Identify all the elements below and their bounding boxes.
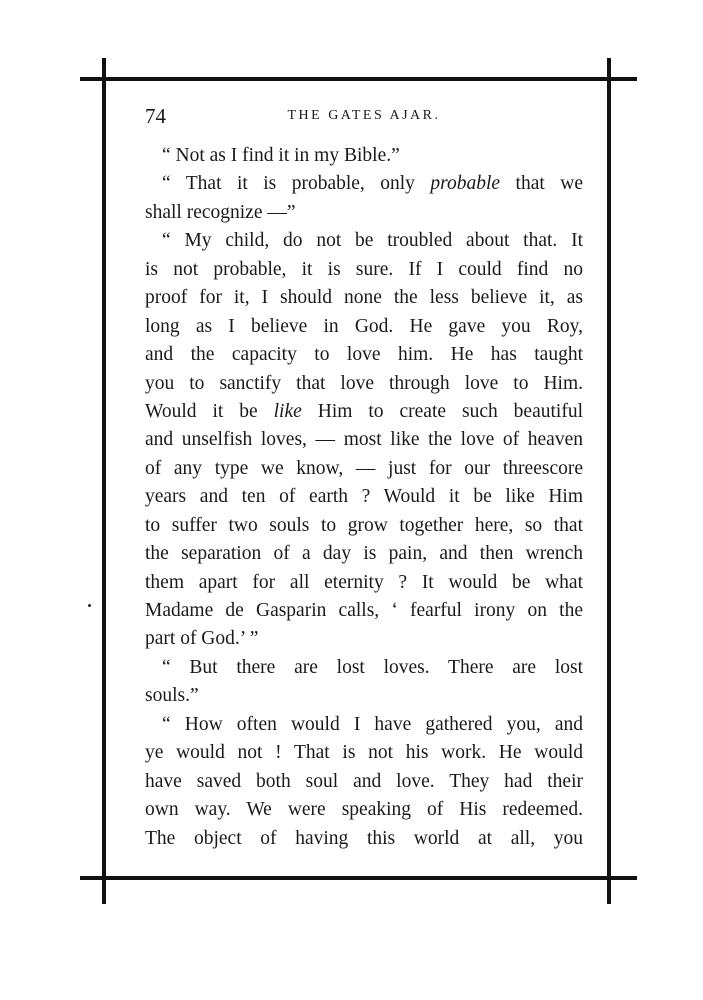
right-border-rule xyxy=(607,58,611,904)
running-title: THE GATES AJAR. xyxy=(287,108,441,123)
body-line: own way. We were speaking of His redeemed. xyxy=(145,799,583,821)
page-body-text xyxy=(145,142,583,853)
body-line: you to sanctify that love through love to Him. xyxy=(145,372,583,394)
body-line: them apart for all eternity ? It would be what xyxy=(145,571,583,593)
page-number: 74 xyxy=(145,104,166,128)
italic-emphasis: like xyxy=(273,400,302,422)
body-line: have saved both soul and love. They had their xyxy=(145,770,583,792)
body-line: and unselfish loves, — most like the love of heaven xyxy=(145,429,583,451)
body-line: part of God.’ ” xyxy=(145,628,259,650)
left-border-rule xyxy=(102,58,106,904)
body-line: of any type we know, — just for our threescore xyxy=(145,457,583,479)
body-line: Would it be like Him to create such beautiful xyxy=(145,400,583,422)
body-line: the separation of a day is pain, and then wrench xyxy=(145,543,583,565)
body-line: souls.” xyxy=(145,685,199,707)
body-line: and the capacity to love him. He has taught xyxy=(145,344,583,366)
bottom-border-rule xyxy=(80,876,637,880)
body-line: “ That it is probable, only probable that we xyxy=(162,173,583,195)
body-line: shall recognize —” xyxy=(145,201,296,223)
body-line: years and ten of earth ? Would it be like Him xyxy=(145,486,583,508)
top-border-rule xyxy=(80,77,637,81)
body-line: ye would not ! That is not his work. He would xyxy=(145,742,583,764)
body-line: “ My child, do not be troubled about that. It xyxy=(162,230,583,252)
body-line: long as I believe in God. He gave you Roy, xyxy=(145,315,583,337)
body-line: to suffer two souls to grow together here, so that xyxy=(145,514,583,536)
body-line: “ Not as I find it in my Bible.” xyxy=(162,145,400,166)
italic-emphasis: probable xyxy=(430,173,501,195)
body-line: The object of having this world at all, you xyxy=(145,827,583,849)
print-speck xyxy=(88,604,91,607)
body-line: is not probable, it is sure. If I could find no xyxy=(145,258,583,280)
body-line: “ But there are lost loves. There are lost xyxy=(162,656,583,678)
page-header xyxy=(145,104,583,128)
body-line: “ How often would I have gathered you, and xyxy=(162,713,583,735)
body-line: Madame de Gasparin calls, ‘ fearful irony on the xyxy=(145,600,583,621)
body-line: proof for it, I should none the less believe it, as xyxy=(145,287,583,309)
